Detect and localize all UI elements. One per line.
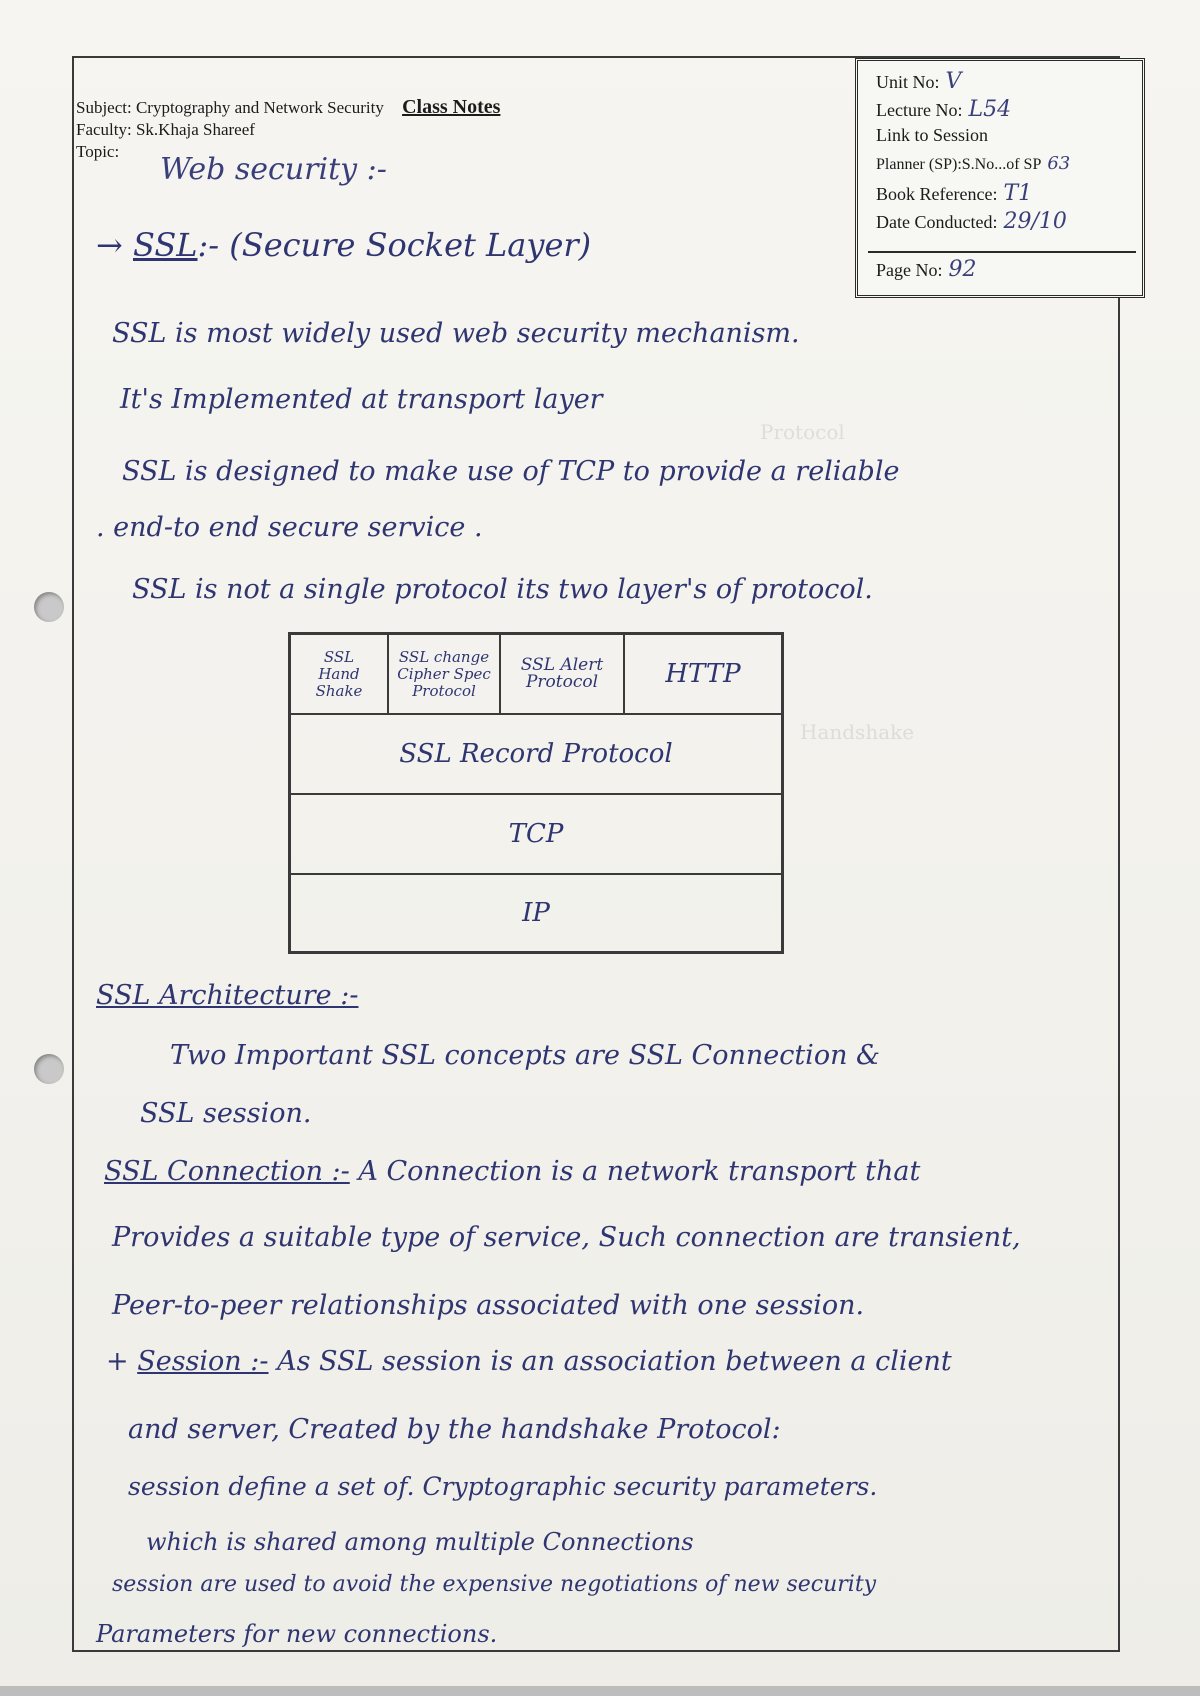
tcp-cell: TCP — [290, 794, 782, 874]
class-notes-title: Class Notes — [402, 96, 501, 118]
book-row — [876, 181, 1032, 206]
session-heading: Session :- — [137, 1346, 269, 1377]
note-line: SSL session. — [140, 1098, 312, 1129]
date-row — [876, 209, 1067, 234]
page-row — [876, 257, 977, 282]
punch-hole — [34, 592, 64, 622]
scan-edge — [0, 1686, 1200, 1696]
planner-label: Planner (SP):S.No...of SP — [876, 156, 1042, 173]
ssl-handshake-cell: SSL Hand Shake — [290, 634, 388, 714]
note-line: session are used to avoid the expensive negotiations of new security — [112, 1572, 877, 1597]
bleed-through-text: Protocol — [760, 420, 845, 444]
connection-heading: SSL Connection :- — [104, 1156, 350, 1187]
note-line: and server, Created by the handshake Protocol: — [128, 1414, 781, 1445]
note-line: It's Implemented at transport layer — [120, 384, 603, 415]
link-row — [876, 125, 988, 146]
session-info-box — [855, 58, 1145, 298]
ip-cell: IP — [290, 874, 782, 952]
book-value: T1 — [1003, 181, 1033, 206]
unit-value: V — [945, 69, 962, 94]
faculty-line: Faculty: Sk.Khaja Shareef — [76, 120, 255, 139]
ssl-heading-term: SSL — [132, 226, 198, 264]
date-value: 29/10 — [1003, 209, 1067, 234]
bleed-through-text: Handshake — [800, 720, 915, 744]
date-label: Date Conducted: — [876, 212, 998, 232]
unit-row — [876, 69, 961, 94]
ssl-record-cell: SSL Record Protocol — [290, 714, 782, 794]
note-line: session define a set of. Cryptographic security parameters. — [128, 1472, 878, 1501]
page-value: 92 — [948, 257, 977, 282]
ssl-heading-rest: :- (Secure Socket Layer) — [197, 226, 592, 264]
book-label: Book Reference: — [876, 184, 998, 204]
http-cell: HTTP — [624, 634, 782, 714]
ssl-heading — [96, 226, 591, 264]
subject-label: Subject: Cryptography and Network Security — [76, 98, 384, 117]
topic-label: Topic: — [76, 142, 120, 161]
ssl-alert-cell: SSL Alert Protocol — [500, 634, 624, 714]
topic-value: Web security :- — [160, 152, 387, 187]
ssl-change-cipher-cell: SSL change Cipher Spec Protocol — [388, 634, 500, 714]
unit-label: Unit No: — [876, 72, 940, 92]
info-divider — [868, 251, 1136, 253]
lecture-value: L54 — [968, 97, 1012, 122]
note-line: Provides a suitable type of service, Such connection are transient, — [112, 1222, 1021, 1253]
punch-hole — [34, 1054, 64, 1084]
lecture-label: Lecture No: — [876, 100, 963, 120]
note-line: SSL is designed to make use of TCP to provide a reliable — [122, 456, 900, 487]
planner-row — [876, 153, 1070, 174]
note-line: Peer-to-peer relationships associated with one session. — [112, 1290, 865, 1321]
connection-text: A Connection is a network transport that — [358, 1156, 921, 1187]
arrow-icon: → — [96, 226, 123, 264]
bullet: + — [106, 1346, 129, 1377]
session-text: As SSL session is an association between a client — [277, 1346, 952, 1377]
connection-line-1 — [104, 1156, 920, 1187]
ssl-protocol-stack-diagram — [288, 632, 784, 954]
note-line: . end-to end secure service . — [96, 512, 483, 543]
note-line: Two Important SSL concepts are SSL Connection & — [170, 1040, 881, 1071]
note-line: SSL is not a single protocol its two layer's of protocol. — [132, 574, 873, 605]
architecture-heading: SSL Architecture :- — [96, 980, 359, 1011]
page-label: Page No: — [876, 260, 943, 280]
note-line: Parameters for new connections. — [96, 1620, 498, 1648]
note-line: which is shared among multiple Connections — [146, 1528, 694, 1556]
note-line: SSL is most widely used web security mechanism. — [112, 318, 800, 349]
subject-line — [76, 96, 500, 119]
link-label: Link to Session — [876, 125, 989, 145]
planner-value: 63 — [1047, 153, 1071, 174]
lecture-row — [876, 97, 1011, 122]
session-line-1 — [106, 1346, 952, 1377]
